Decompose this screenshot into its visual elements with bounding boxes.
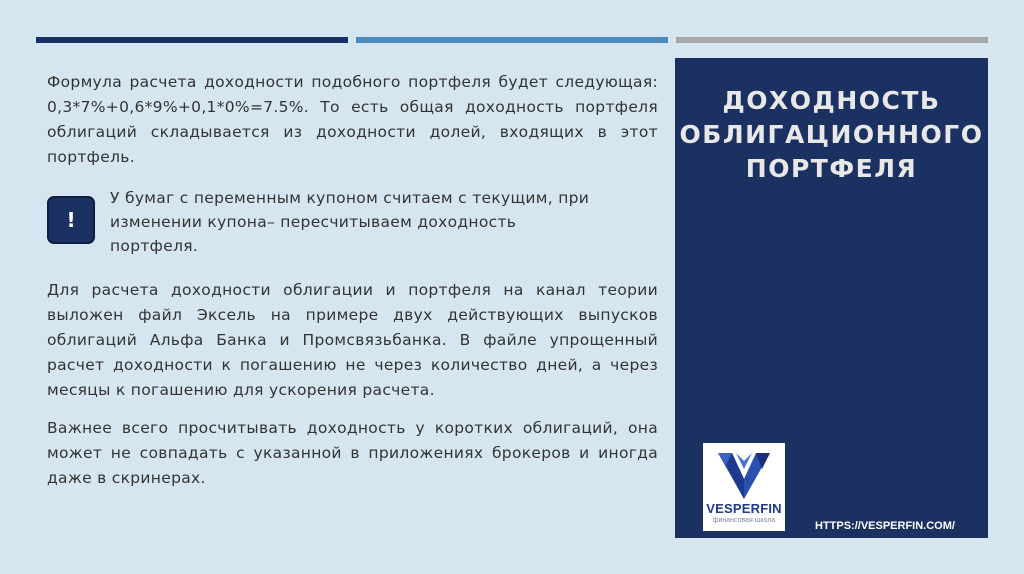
slide-title: ДОХОДНОСТЬ ОБЛИГАЦИОННОГО ПОРТФЕЛЯ — [679, 86, 984, 183]
exclamation-icon: ! — [47, 196, 95, 244]
logo-name: VESPERFIN — [706, 501, 782, 516]
paragraph-short-bonds: Важнее всего просчитывать доходность у коротких облигаций, она может не совпадать с указанной в приложениях брокеров и иногда даже в скринерах. — [47, 419, 658, 487]
v-logo-icon — [714, 449, 774, 501]
note-text: У бумаг с переменным купоном считаем с текущим, при изменении купона– пересчитываем доходность портфеля. — [110, 189, 590, 255]
top-bar-dark — [36, 37, 348, 43]
paragraph-formula: Формула расчета доходности подобного портфеля будет следующая: 0,3*7%+0,6*9%+0,1*0%=7.5%. То есть общая доходность портфеля облигаций складывается из доходности долей, входящих в этот портфель. — [47, 73, 658, 166]
top-bar-blue — [356, 37, 668, 43]
title-panel — [675, 58, 988, 538]
website-link[interactable]: HTTPS://VESPERFIN.COM/ — [815, 520, 955, 532]
top-bar-grey — [676, 37, 988, 43]
paragraph-excel-file: Для расчета доходности облигации и портфеля на канал теории выложен файл Эксель на примере двух действующих выпусков облигаций Альфа Банка и Промсвязьбанка. В файле упрощенный расчет доходности к погашению не через количество дней, а через месяцы к погашению для ускорения расчета. — [47, 281, 658, 399]
vesperfin-logo — [703, 443, 785, 531]
logo-subtitle: финансовая школа — [712, 517, 776, 524]
